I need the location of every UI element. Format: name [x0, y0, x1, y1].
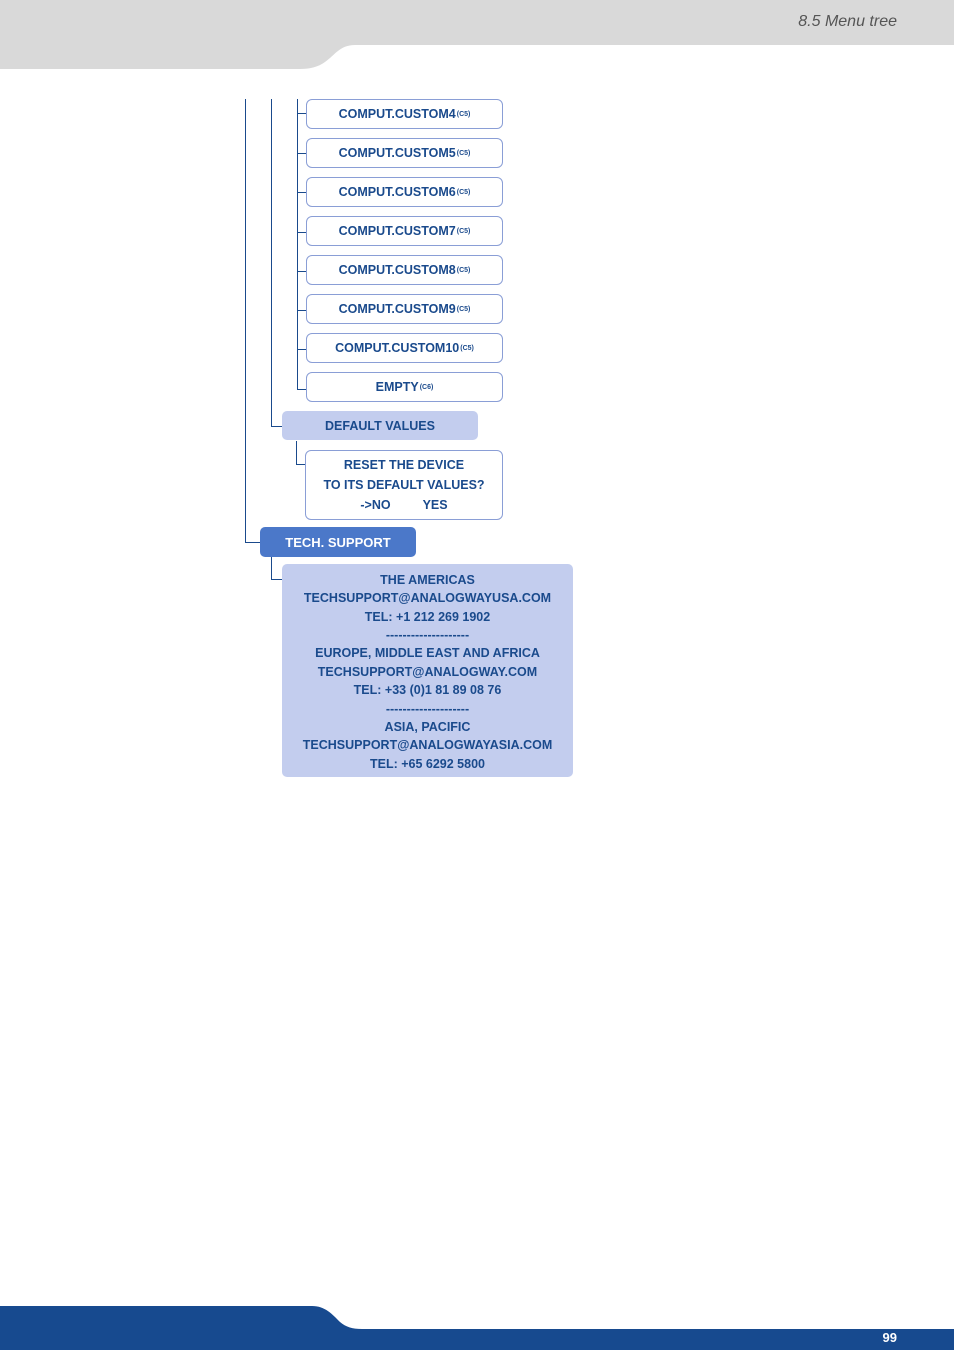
option-yes: YES: [422, 498, 448, 512]
option-no: ->NO: [360, 498, 391, 512]
reset-prompt-box: [305, 450, 503, 520]
menu-item-comput-custom4: [306, 99, 503, 129]
menu-item-note: (C6): [419, 383, 434, 391]
tree-line-tech-support-child: [271, 557, 272, 580]
tree-connector-custom9: [297, 310, 306, 311]
menu-item-tech-support: [260, 527, 416, 557]
support-email-apac: TECHSUPPORT@ANALOGWAYASIA.COM: [302, 738, 553, 753]
tree-connector-empty: [297, 389, 306, 390]
tree-connector-custom5: [297, 153, 306, 154]
menu-item-label: COMPUT.CUSTOM6: [338, 185, 456, 199]
menu-item-note: (C5): [460, 344, 474, 352]
menu-item-label: COMPUT.CUSTOM10: [335, 341, 460, 355]
tree-connector-custom10: [297, 349, 306, 350]
support-phone-emea: TEL: +33 (0)1 81 89 08 76: [353, 683, 502, 698]
tree-connector-tech-support: [245, 542, 261, 543]
tree-connector-custom6: [297, 192, 306, 193]
menu-item-label: COMPUT.CUSTOM7: [338, 224, 456, 238]
menu-item-comput-custom5: [306, 138, 503, 168]
reset-prompt-line1: RESET THE DEVICE: [343, 458, 465, 472]
tree-connector-custom4: [297, 113, 306, 114]
support-phone-americas: TEL: +1 212 269 1902: [364, 609, 491, 624]
support-region-apac: ASIA, PACIFIC: [384, 720, 471, 735]
reset-options: [360, 495, 447, 515]
support-separator: --------------------: [385, 701, 470, 716]
tech-support-label: TECH. SUPPORT: [285, 534, 391, 550]
menu-item-empty: [306, 372, 503, 402]
page-number: 99: [882, 1330, 897, 1345]
menu-item-label: EMPTY: [375, 380, 419, 394]
tree-line-level1: [271, 99, 272, 427]
menu-item-label: COMPUT.CUSTOM5: [338, 146, 456, 160]
default-values-label: DEFAULT VALUES: [325, 418, 435, 433]
menu-item-note: (C5): [456, 227, 471, 235]
support-region-emea: EUROPE, MIDDLE EAST AND AFRICA: [315, 646, 540, 661]
menu-item-comput-custom8: [306, 255, 503, 285]
menu-item-note: (C5): [456, 305, 471, 313]
menu-item-note: (C5): [456, 266, 471, 274]
tree-connector-custom8: [297, 271, 306, 272]
menu-item-default-values: [282, 411, 478, 440]
tech-support-info-box: [282, 564, 573, 777]
reset-prompt-line2: TO ITS DEFAULT VALUES?: [323, 478, 485, 492]
menu-item-note: (C5): [456, 188, 471, 196]
menu-item-label: COMPUT.CUSTOM8: [338, 263, 456, 277]
tree-line-root: [245, 99, 246, 543]
support-phone-apac: TEL: +65 6292 5800: [369, 756, 485, 771]
menu-item-label: COMPUT.CUSTOM9: [338, 302, 456, 316]
footer-band: [0, 1300, 954, 1350]
section-title: 8.5 Menu tree: [798, 13, 897, 30]
support-email-americas: TECHSUPPORT@ANALOGWAYUSA.COM: [303, 591, 552, 606]
menu-item-comput-custom10: [306, 333, 503, 363]
tree-connector-custom7: [297, 232, 306, 233]
menu-item-comput-custom7: [306, 216, 503, 246]
tree-connector-support-info: [271, 579, 282, 580]
menu-item-comput-custom9: [306, 294, 503, 324]
tree-line-default-values-child: [296, 441, 297, 465]
support-separator: --------------------: [385, 627, 470, 642]
menu-item-note: (C5): [456, 149, 471, 157]
support-region-americas: THE AMERICAS: [380, 572, 475, 587]
support-email-emea: TECHSUPPORT@ANALOGWAY.COM: [317, 664, 538, 679]
menu-item-comput-custom6: [306, 177, 503, 207]
tree-line-level2: [297, 99, 298, 390]
menu-item-note: (C5): [456, 110, 471, 118]
header-band: [0, 0, 954, 70]
menu-item-label: COMPUT.CUSTOM4: [338, 107, 456, 121]
